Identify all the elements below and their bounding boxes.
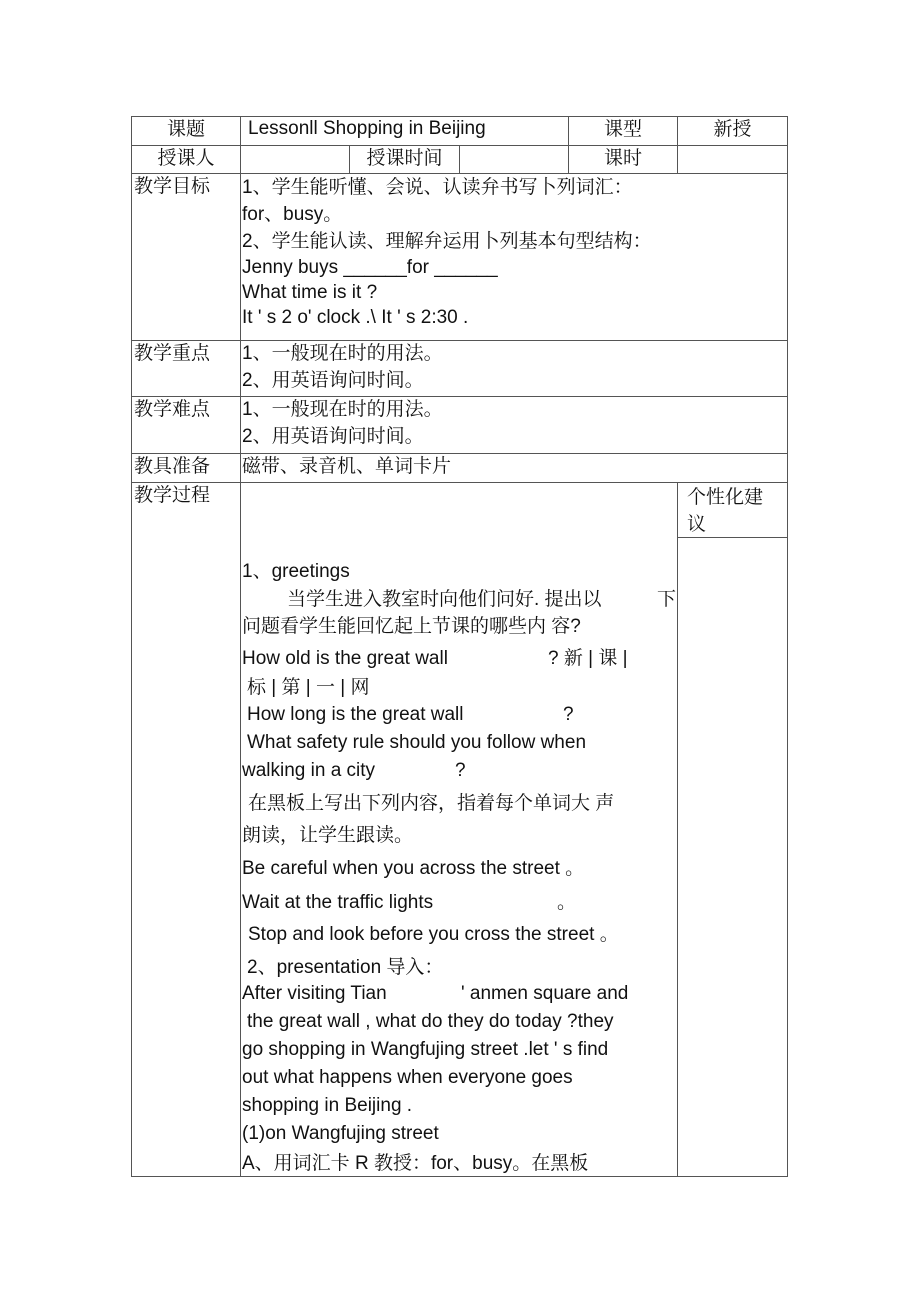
key-points-label: 教学重点 <box>134 343 211 364</box>
process-line: ? <box>455 760 466 781</box>
process-line: 当学生进入教室时向他们问好. 提出以 <box>287 589 602 610</box>
process-line: How old is the great wall <box>242 648 448 669</box>
side-notes-header: 个性化建 <box>687 487 764 508</box>
objectives-label: 教学目标 <box>134 176 211 197</box>
side-notes-header: 议 <box>687 514 707 535</box>
process-line: 在黑板上写出下列内容，指着每个单词大 声 <box>248 793 615 814</box>
table-line <box>240 116 241 1177</box>
time-label: 授课时间 <box>366 148 443 169</box>
process-line: (1)on Wangfujing street <box>242 1123 439 1144</box>
process-line: ? 新 | 课 | <box>548 648 628 669</box>
difficulties-label: 教学难点 <box>134 399 211 420</box>
objectives-line: It ' s 2 o' clock .\ It ' s 2:30 . <box>242 307 469 328</box>
process-line: Be careful when you across the street 。 <box>242 858 585 879</box>
process-line: out what happens when everyone goes <box>242 1067 573 1088</box>
process-line: 1、greetings <box>242 561 350 582</box>
difficulties-line: 1、一般现在时的用法。 <box>242 399 443 420</box>
table-line <box>131 340 788 341</box>
table-line <box>131 482 788 483</box>
objectives-line: 1、学生能听懂、会说、认读弁书写卜列词汇： <box>242 177 633 198</box>
key-points-line: 2、用英语询问时间。 <box>242 370 424 391</box>
type-value: 新授 <box>713 119 752 140</box>
subject-label: 课题 <box>166 119 205 140</box>
process-line: 朗读，让学生跟读。 <box>242 825 414 846</box>
period-label: 课时 <box>603 148 642 169</box>
subject-value: Lessonll Shopping in Beijing <box>248 118 486 139</box>
objectives-line: Jenny buys ______for ______ <box>242 257 498 278</box>
table-line <box>131 1176 788 1177</box>
process-line: 标 | 第 | 一 | 网 <box>247 677 370 698</box>
table-line <box>787 116 788 1177</box>
table-line <box>677 482 678 1177</box>
process-line: ' anmen square and <box>461 983 629 1004</box>
table-line <box>677 537 788 538</box>
objectives-line: for、busy。 <box>242 204 343 225</box>
process-line: ? <box>563 704 574 725</box>
process-label: 教学过程 <box>134 485 211 506</box>
process-line: the great wall , what do they do today ?they <box>247 1011 614 1032</box>
materials-value: 磁带、录音机、单词卡片 <box>242 456 452 477</box>
process-line: 问题看学生能回忆起上节课的哪些内 容? <box>242 616 581 637</box>
process-line: 下 <box>657 589 677 610</box>
process-line: Wait at the traffic lights <box>242 892 434 913</box>
teacher-label: 授课人 <box>157 148 215 169</box>
process-line: A、用词汇卡 R 教授：for、busy。在黑板 <box>242 1153 589 1174</box>
table-line <box>131 396 788 397</box>
objectives-line: 2、学生能认读、理解弁运用卜列基本句型结构： <box>242 231 652 252</box>
process-line: walking in a city <box>242 760 376 781</box>
process-line: 。 <box>557 892 577 913</box>
table-line <box>131 116 132 1177</box>
process-line: How long is the great wall <box>247 704 464 725</box>
process-line: What safety rule should you follow when <box>247 732 587 753</box>
process-line: shopping in Beijing . <box>242 1095 413 1116</box>
table-line <box>131 453 788 454</box>
table-line <box>131 116 788 117</box>
process-line: 2、presentation 导入： <box>247 957 444 978</box>
materials-label: 教具准备 <box>134 456 211 477</box>
difficulties-line: 2、用英语询问时间。 <box>242 426 424 447</box>
type-label: 课型 <box>603 119 642 140</box>
process-line: Stop and look before you cross the street 。 <box>248 924 619 945</box>
objectives-line: What time is it ? <box>242 282 378 303</box>
key-points-line: 1、一般现在时的用法。 <box>242 343 443 364</box>
process-line: go shopping in Wangfujing street .let ' s find <box>242 1039 609 1060</box>
process-line: After visiting Tian <box>242 983 387 1004</box>
